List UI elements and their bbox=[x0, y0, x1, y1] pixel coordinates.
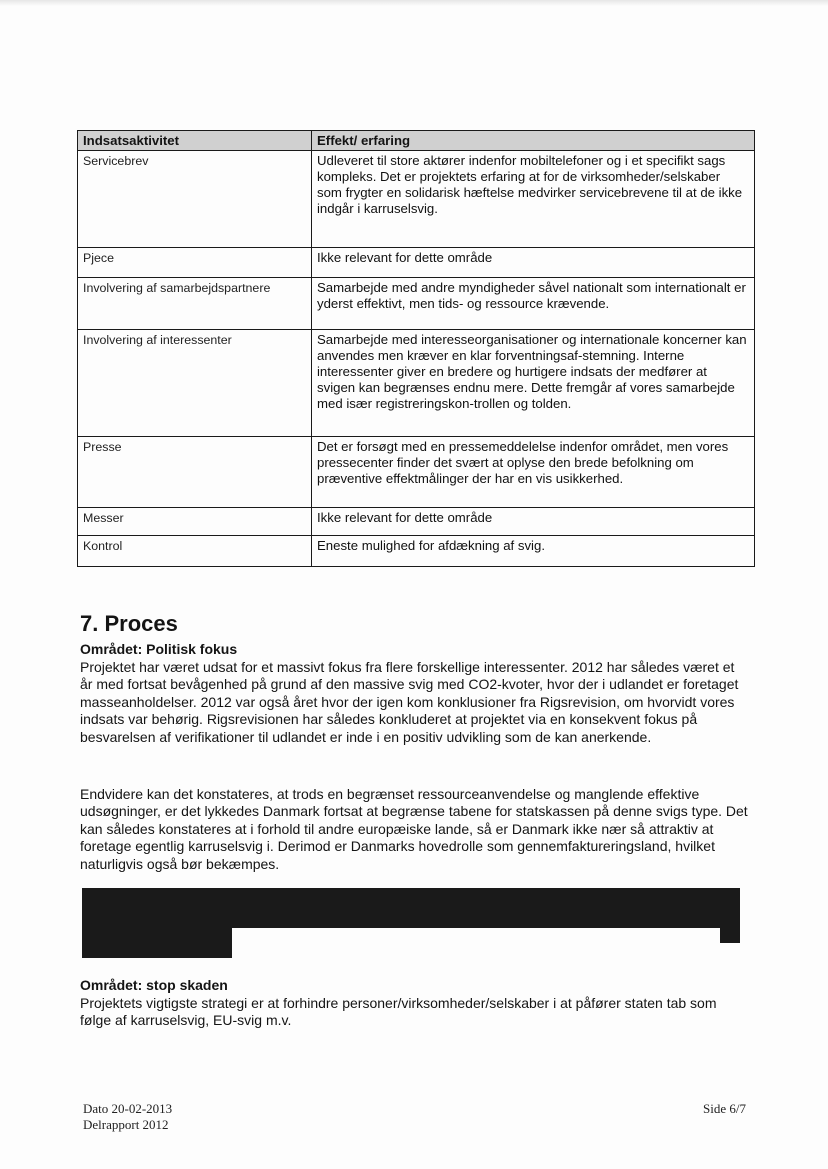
table-row bbox=[78, 278, 755, 330]
paragraph-resources: Endvidere kan det konstateres, at trods en begrænset ressourceanvendelse og manglende effektive udsøgninger, er det lykkedes Danmark fortsat at begrænse tabene for statskassen på denne svigs type. Det kan således konstateres at i forhold til andre europæiske lande, så er Danmark ikke nær så attraktiv at foretage egentlig karruselsvig i. Derimod er Danmarks hovedrolle som gennemfaktureringsland, hvilket naturligvis også bør bekæmpes. bbox=[80, 786, 748, 872]
scan-edge bbox=[0, 0, 828, 6]
paragraph-stop-damage: Projektets vigtigste strategi er at forhindre personer/virksomheder/selskaber i at påfører staten tab som følge af karruselsvig, EU-svig m.v. bbox=[80, 995, 717, 1029]
section-title: 7. Proces bbox=[80, 611, 178, 636]
activity-cell: Involvering af samarbejdspartnere bbox=[78, 278, 312, 330]
table-row bbox=[78, 508, 755, 536]
table-row bbox=[78, 248, 755, 278]
header-effect: Effekt/ erfaring bbox=[312, 131, 755, 151]
page-number: Side 6/7 bbox=[703, 1101, 746, 1116]
activity-cell: Pjece bbox=[78, 248, 312, 278]
activity-cell: Involvering af interessenter bbox=[78, 330, 312, 437]
activity-cell: Messer bbox=[78, 508, 312, 536]
effect-cell: Udleveret til store aktører indenfor mobiltelefoner og i et specifikt sags kompleks. Det er projektets erfaring at for de virksomheder/selskaber som frygter en solidarisk hæftelse medvirker servicebrevene til at de ikke indgår i karruselsvig. bbox=[312, 151, 755, 248]
table-header-row bbox=[78, 131, 755, 151]
activity-effect-table bbox=[77, 130, 755, 567]
table-row bbox=[78, 330, 755, 437]
effect-cell: Samarbejde med interesseorganisationer og internationale koncerner kan anvendes men kræver en klar forventningsaf-stemning. Interne interessenter giver en bredere og hurtigere indsats der medfører at svigen kan begrænses endnu mere. Dette fremgår af vores samarbejde med især registreringskon-trollen og tolden. bbox=[312, 330, 755, 437]
footer-left bbox=[83, 1101, 172, 1133]
effect-cell: Ikke relevant for dette område bbox=[312, 508, 755, 536]
table-row bbox=[78, 437, 755, 508]
table-row bbox=[78, 536, 755, 567]
footer-report: Delrapport 2012 bbox=[83, 1117, 169, 1132]
footer-date: Dato 20-02-2013 bbox=[83, 1101, 173, 1116]
effect-cell: Ikke relevant for dette område bbox=[312, 248, 755, 278]
table-row bbox=[78, 151, 755, 248]
activity-cell: Servicebrev bbox=[78, 151, 312, 248]
redaction-block bbox=[82, 888, 740, 928]
paragraph-political-focus: Projektet har været udsat for et massivt fokus fra flere forskellige interessenter. 2012 har således været et år med fortsat bevågenhed på grund af den massive svig med CO2-kvoter, hvor der i udlandet er foretaget masseanholdelser. 2012 var også året hvor der igen kom konklusioner fra Rigsrevision, om hvorvidt vores indsats var behørig. Rigsrevisionen har således konkluderet at projektet via en konsekvent fokus på besvarelsen af verifikationer til udlandet er inde i en positiv udvikling som de kan anerkende. bbox=[80, 659, 739, 745]
header-activity: Indsatsaktivitet bbox=[78, 131, 312, 151]
effect-cell: Samarbejde med andre myndigheder såvel nationalt som internationalt er yderst effektivt, men tids- og ressource krævende. bbox=[312, 278, 755, 330]
activity-cell: Presse bbox=[78, 437, 312, 508]
redaction-block bbox=[82, 926, 232, 958]
activity-cell: Kontrol bbox=[78, 536, 312, 567]
redaction-block bbox=[720, 909, 740, 943]
subheading-political-focus: Området: Politisk fokus bbox=[80, 641, 238, 657]
effect-cell: Eneste mulighed for afdækning af svig. bbox=[312, 536, 755, 567]
effect-cell: Det er forsøgt med en pressemeddelelse indenfor området, men vores pressecenter finder det svært at oplyse den brede befolkning om præventive effektmålinger der har en vis usikkerhed. bbox=[312, 437, 755, 508]
subheading-stop-damage: Området: stop skaden bbox=[80, 977, 228, 993]
